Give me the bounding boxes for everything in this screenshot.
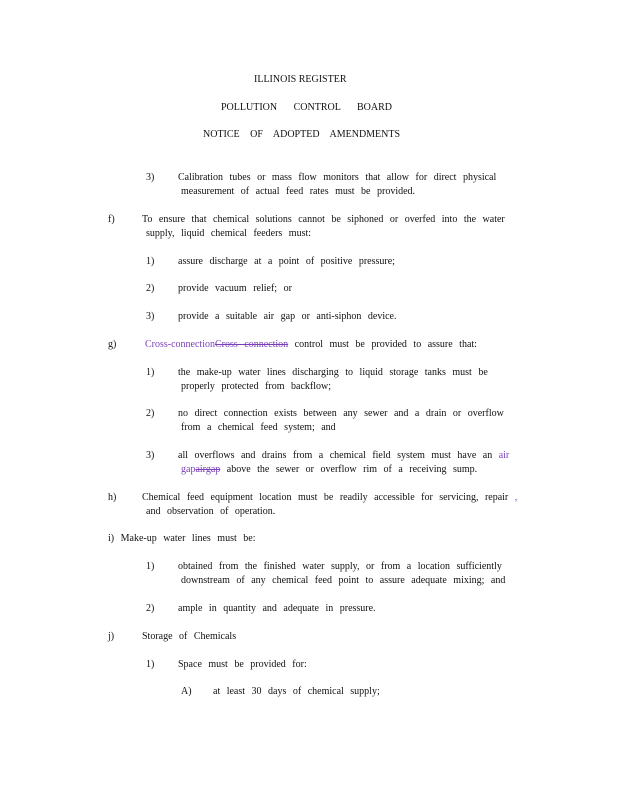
paragraph-line: Calibration tubes or mass flow monitors that allow for direct physical [178,172,497,183]
paragraph-line: downstream of any chemical feed point to assure adequate mixing; and [181,575,506,586]
item-number: 3) [146,311,155,322]
paragraph-line: from a chemical feed system; and [181,422,336,433]
inserted-text: Cross-connection [145,339,215,350]
paragraph-line: supply, liquid chemical feeders must: [146,228,312,239]
section-heading: Storage of Chemicals [142,631,237,642]
item-number: 2) [146,603,155,614]
deleted-text: airgap [195,464,221,475]
deleted-text: Cross connection [215,339,289,350]
notice-title: NOTICE OF ADOPTED AMENDMENTS [203,129,401,140]
paragraph-line: provide a suitable air gap or anti-siphon device. [178,311,397,322]
item-number: A) [181,686,192,697]
section-number: j) [108,631,115,642]
paragraph-text: above the sewer or overflow rim of a receiving sump. [226,464,478,475]
item-number: 3) [146,172,155,183]
paragraph-line: no direct connection exists between any sewer and a drain or overflow [178,408,504,419]
item-number: 1) [146,561,155,572]
paragraph-line: obtained from the finished water supply, or from a location sufficiently [178,561,502,572]
paragraph-line: To ensure that chemical solutions cannot be siphoned or overfed into the water [142,214,505,225]
item-number: 1) [146,367,155,378]
register-title: ILLINOIS REGISTER [254,74,347,85]
paragraph-line [142,492,517,504]
item-number: 1) [146,256,155,267]
paragraph-line [178,450,509,462]
paragraph-line: ample in quantity and adequate in pressure. [178,603,376,614]
paragraph-line: Space must be provided for: [178,659,307,670]
paragraph-line: assure discharge at a point of positive pressure; [178,256,395,267]
inserted-text: , [514,492,518,503]
section-number: g) [108,339,117,350]
paragraph-line [145,339,477,351]
paragraph-line [181,464,477,476]
item-number: 2) [146,283,155,294]
item-number: 1) [146,659,155,670]
section-heading: i) Make-up water lines must be: [108,533,256,544]
section-number: f) [108,214,115,225]
paragraph-line: properly protected from backflow; [181,381,332,392]
inserted-text: air [498,450,510,461]
section-number: h) [108,492,117,503]
paragraph-line: at least 30 days of chemical supply; [213,686,380,697]
paragraph-line: measurement of actual feed rates must be provided. [181,186,416,197]
item-number: 2) [146,408,155,419]
paragraph-line: provide vacuum relief; or [178,283,292,294]
paragraph-text: all overflows and drains from a chemical field system must have an [178,450,493,461]
paragraph-line: the make-up water lines discharging to liquid storage tanks must be [178,367,488,378]
paragraph-line: and observation of operation. [146,506,276,517]
paragraph-text: Chemical feed equipment location must be readily accessible for servicing, repair [142,492,509,503]
paragraph-text: control must be provided to assure that: [294,339,477,350]
item-number: 3) [146,450,155,461]
inserted-text: gap [181,464,196,475]
board-title: POLLUTION CONTROL BOARD [221,102,392,113]
